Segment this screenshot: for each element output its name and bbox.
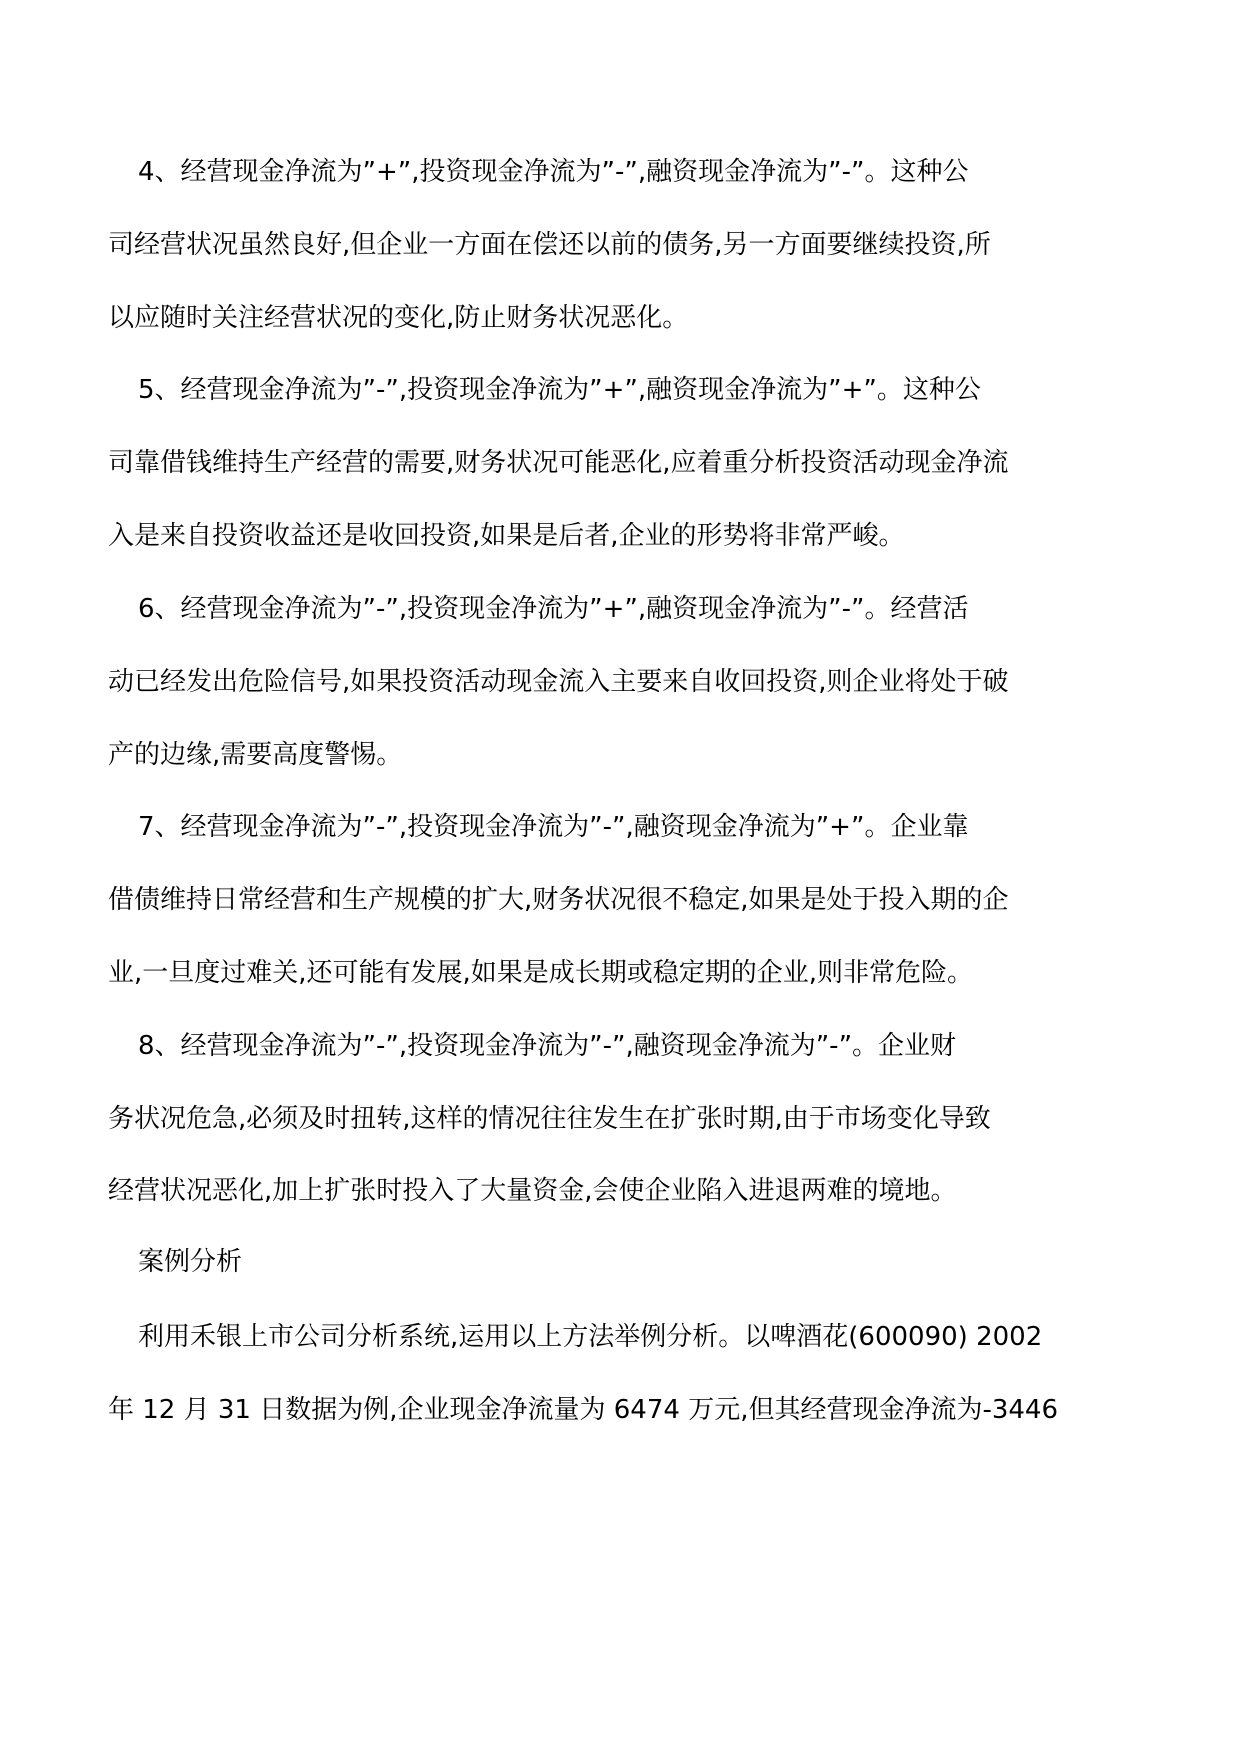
paragraph-line: 4、经营现金净流为”+”,投资现金净流为”-”,融资现金净流为”-”。这种公 [138,157,969,187]
paragraph-line: 以应随时关注经营状况的变化,防止财务状况恶化。 [108,303,689,333]
section-heading-text: 案例分析 [138,1247,243,1277]
paragraph-line: 利用禾银上市公司分析系统,运用以上方法举例分析。以啤酒花(600090) 2002 [138,1322,1043,1352]
paragraph-line: 6、经营现金净流为”-”,投资现金净流为”+”,融资现金净流为”-”。经营活 [138,594,969,624]
paragraph-line: 司经营状况虽然良好,但企业一方面在偿还以前的债务,另一方面要继续投资,所 [108,230,991,260]
paragraph-line: 借债维持日常经营和生产规模的扩大,财务状况很不稳定,如果是处于投入期的企 [108,885,1009,915]
paragraph-line: 8、经营现金净流为”-”,投资现金净流为”-”,融资现金净流为”-”。企业财 [138,1031,957,1061]
paragraph-line: 司靠借钱维持生产经营的需要,财务状况可能恶化,应着重分析投资活动现金净流 [108,448,1009,478]
paragraph-line: 产的边缘,需要高度警惕。 [108,740,403,770]
paragraph-line: 经营状况恶化,加上扩张时投入了大量资金,会使企业陷入进退两难的境地。 [108,1176,957,1206]
paragraph-line: 5、经营现金净流为”-”,投资现金净流为”+”,融资现金净流为”+”。这种公 [138,375,981,405]
paragraph-line: 年 12 月 31 日数据为例,企业现金净流量为 6474 万元,但其经营现金净流为-3446 [108,1395,1059,1425]
paragraph-line: 业,一旦度过难关,还可能有发展,如果是成长期或稳定期的企业,则非常危险。 [108,958,974,988]
paragraph-line: 入是来自投资收益还是收回投资,如果是后者,企业的形势将非常严峻。 [108,521,905,551]
paragraph-line: 动已经发出危险信号,如果投资活动现金流入主要来自收回投资,则企业将处于破 [108,667,1009,697]
paragraph-line: 7、经营现金净流为”-”,投资现金净流为”-”,融资现金净流为”+”。企业靠 [138,812,969,842]
paragraph-line: 务状况危急,必须及时扭转,这样的情况往往发生在扩张时期,由于市场变化导致 [108,1104,991,1134]
